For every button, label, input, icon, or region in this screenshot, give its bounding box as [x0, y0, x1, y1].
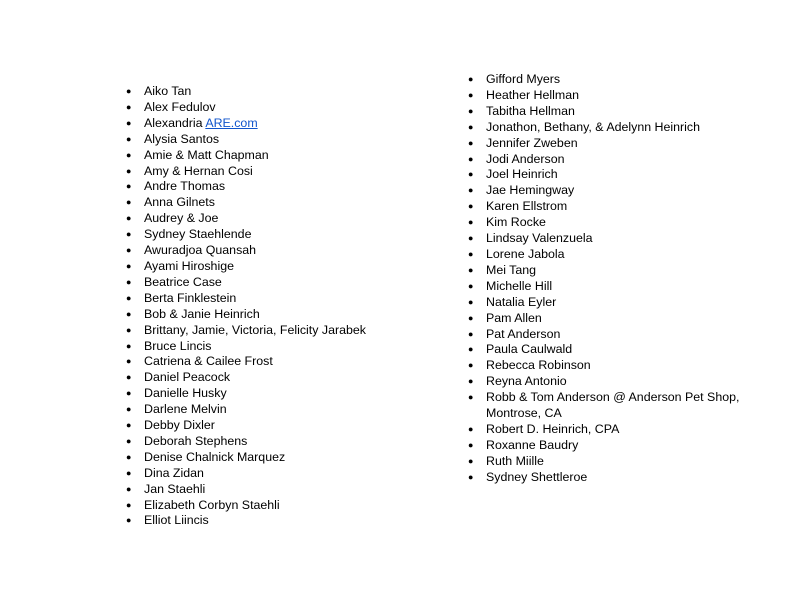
- list-item: [468, 72, 758, 88]
- bullet-icon: ●: [126, 451, 132, 462]
- bullet-icon: ●: [468, 312, 474, 323]
- list-item: [468, 422, 758, 438]
- bullet-icon: ●: [468, 439, 474, 450]
- list-item: [468, 167, 758, 183]
- list-item: [126, 275, 426, 291]
- list-item-text: Sydney Staehlende: [144, 227, 252, 242]
- list-item-text: Rebecca Robinson: [486, 358, 591, 373]
- list-item: [126, 132, 426, 148]
- list-item-text: Roxanne Baudry: [486, 437, 579, 452]
- list-item: [126, 195, 426, 211]
- bullet-icon: ●: [126, 356, 132, 367]
- list-item-text: Elizabeth Corbyn Staehli: [144, 497, 280, 512]
- list-item-text: Lindsay Valenzuela: [486, 231, 593, 246]
- bullet-icon: ●: [468, 344, 474, 355]
- list-item-text: Michelle Hill: [486, 278, 553, 293]
- list-item-text: Joel Heinrich: [486, 167, 558, 182]
- list-item-text: Alysia Santos: [144, 131, 220, 146]
- list-item: [468, 342, 758, 358]
- bullet-icon: ●: [468, 264, 474, 275]
- bullet-icon: ●: [126, 483, 132, 494]
- bullet-icon: ●: [468, 153, 474, 164]
- list-item-text: Tabitha Hellman: [486, 103, 575, 118]
- list-item: [468, 247, 758, 263]
- list-item-text: Gifford Myers: [486, 72, 561, 86]
- bullet-icon: ●: [126, 515, 132, 526]
- list-item-text: Jae Hemingway: [486, 183, 575, 198]
- list-item: [468, 311, 758, 327]
- list-item-text: Robb & Tom Anderson @ Anderson Pet Shop, Montrose, CA: [486, 390, 740, 421]
- hyperlink[interactable]: ARE.com: [205, 115, 258, 130]
- list-item: [468, 390, 758, 422]
- list-item: [126, 450, 426, 466]
- list-item: [468, 358, 758, 374]
- list-item: [468, 104, 758, 120]
- list-item-text: Debby Dixler: [144, 418, 215, 433]
- list-item: [126, 370, 426, 386]
- bullet-icon: ●: [126, 101, 132, 112]
- bullet-icon: ●: [126, 260, 132, 271]
- bullet-icon: ●: [468, 248, 474, 259]
- list-item: [126, 243, 426, 259]
- list-item: [468, 136, 758, 152]
- bullet-icon: ●: [126, 197, 132, 208]
- name-list-right-column: [468, 72, 758, 486]
- bullet-icon: ●: [126, 388, 132, 399]
- bullet-icon: ●: [468, 328, 474, 339]
- bullet-icon: ●: [468, 360, 474, 371]
- bullet-icon: ●: [468, 121, 474, 132]
- list-item-text: Pam Allen: [486, 310, 542, 325]
- bullet-icon: ●: [126, 133, 132, 144]
- list-item: [468, 88, 758, 104]
- list-item-text: Bruce Lincis: [144, 338, 212, 353]
- list-item-text: Kim Rocke: [486, 215, 546, 230]
- bullet-icon: ●: [126, 324, 132, 335]
- list-item: [126, 291, 426, 307]
- list-item-text: Darlene Melvin: [144, 402, 227, 417]
- list-item: [126, 84, 426, 100]
- bullet-icon: ●: [468, 376, 474, 387]
- list-item-text: Bob & Janie Heinrich: [144, 306, 260, 321]
- list-item-text: Deborah Stephens: [144, 433, 248, 448]
- list-item-text: Beatrice Case: [144, 274, 222, 289]
- list-item: [468, 279, 758, 295]
- bullet-icon: ●: [468, 471, 474, 482]
- list-item-text: Jonathon, Bethany, & Adelynn Heinrich: [486, 119, 700, 134]
- list-item: [126, 179, 426, 195]
- list-item-text: Alex Fedulov: [144, 99, 216, 114]
- list-item-text: Jennifer Zweben: [486, 135, 578, 150]
- list-item-text: Catriena & Cailee Frost: [144, 354, 273, 369]
- list-item: [126, 498, 426, 514]
- bullet-icon: ●: [126, 149, 132, 160]
- list-item: [468, 215, 758, 231]
- list-item-text: Natalia Eyler: [486, 294, 557, 309]
- bullet-icon: ●: [126, 213, 132, 224]
- list-item-text: Audrey & Joe: [144, 211, 219, 226]
- bullet-icon: ●: [468, 185, 474, 196]
- list-item-text: Amie & Matt Chapman: [144, 147, 269, 162]
- list-item-text: Heather Hellman: [486, 87, 579, 102]
- list-item-text: Ruth Miille: [486, 453, 544, 468]
- list-item: [126, 164, 426, 180]
- list-item: [126, 513, 426, 529]
- list-item: [468, 374, 758, 390]
- bullet-icon: ●: [126, 245, 132, 256]
- bullet-icon: ●: [126, 467, 132, 478]
- name-list-left-column: [126, 84, 426, 529]
- list-item: [126, 339, 426, 355]
- bullet-icon: ●: [126, 165, 132, 176]
- bullet-icon: ●: [468, 233, 474, 244]
- bullet-icon: ●: [126, 86, 132, 96]
- list-item-text: Reyna Antonio: [486, 374, 567, 389]
- list-item: [468, 438, 758, 454]
- list-item-text: Anna Gilnets: [144, 195, 215, 210]
- list-item: [126, 100, 426, 116]
- bullet-icon: ●: [126, 181, 132, 192]
- list-item-text: Elliot Liincis: [144, 513, 209, 528]
- list-item: [126, 307, 426, 323]
- list-item-text: Pat Anderson: [486, 326, 561, 341]
- list-item-text: Daniel Peacock: [144, 370, 231, 385]
- list-item: [126, 434, 426, 450]
- list-item-text: Danielle Husky: [144, 386, 227, 401]
- list-item: [468, 199, 758, 215]
- list-item: [468, 231, 758, 247]
- list-item: [468, 327, 758, 343]
- bullet-icon: ●: [468, 217, 474, 228]
- list-item: [126, 466, 426, 482]
- bullet-icon: ●: [468, 455, 474, 466]
- bullet-icon: ●: [126, 308, 132, 319]
- list-item-text: Brittany, Jamie, Victoria, Felicity Jarabek: [144, 322, 366, 337]
- bullet-icon: ●: [126, 404, 132, 415]
- list-item-text: Aiko Tan: [144, 84, 192, 98]
- list-item-text: Denise Chalnick Marquez: [144, 449, 286, 464]
- list-item: [468, 454, 758, 470]
- bullet-icon: ●: [126, 499, 132, 510]
- bullet-icon: ●: [126, 276, 132, 287]
- list-item-text: Andre Thomas: [144, 179, 226, 194]
- bullet-icon: ●: [126, 229, 132, 240]
- list-item: [126, 323, 426, 339]
- list-item-text: Paula Caulwald: [486, 342, 573, 357]
- bullet-icon: ●: [126, 340, 132, 351]
- list-item: [126, 386, 426, 402]
- bullet-icon: ●: [126, 372, 132, 383]
- bullet-icon: ●: [468, 137, 474, 148]
- list-item-text: Alexandria: [144, 115, 206, 130]
- list-item-text: Dina Zidan: [144, 465, 204, 480]
- list-item: [468, 470, 758, 486]
- list-item: [468, 120, 758, 136]
- bullet-icon: ●: [126, 292, 132, 303]
- bullet-icon: ●: [468, 169, 474, 180]
- list-item-text: Jan Staehli: [144, 481, 206, 496]
- list-item-text: Amy & Hernan Cosi: [144, 163, 253, 178]
- bullet-icon: ●: [468, 423, 474, 434]
- bullet-icon: ●: [468, 280, 474, 291]
- bullet-icon: ●: [126, 435, 132, 446]
- list-item: [126, 211, 426, 227]
- list-item: [126, 402, 426, 418]
- list-item: [126, 354, 426, 370]
- bullet-icon: ●: [468, 392, 474, 403]
- list-item: [126, 148, 426, 164]
- list-item: [468, 183, 758, 199]
- list-item-text: Berta Finklestein: [144, 290, 237, 305]
- bullet-icon: ●: [468, 105, 474, 116]
- list-item-text: Sydney Shettleroe: [486, 469, 588, 484]
- bullet-icon: ●: [468, 89, 474, 100]
- bullet-icon: ●: [468, 201, 474, 212]
- list-item: [126, 259, 426, 275]
- list-item-text: Jodi Anderson: [486, 151, 565, 166]
- list-item-text: Mei Tang: [486, 262, 537, 277]
- bullet-icon: ●: [126, 420, 132, 431]
- list-item-text: Karen Ellstrom: [486, 199, 568, 214]
- list-item-text: Lorene Jabola: [486, 246, 565, 261]
- list-item: [126, 482, 426, 498]
- list-item-text: Ayami Hiroshige: [144, 258, 234, 273]
- bullet-icon: ●: [468, 296, 474, 307]
- bullet-icon: ●: [126, 117, 132, 128]
- list-item: [126, 418, 426, 434]
- list-item: [468, 263, 758, 279]
- list-item-text: Awuradjoa Quansah: [144, 243, 257, 258]
- bullet-icon: ●: [468, 74, 474, 84]
- list-item-text: Robert D. Heinrich, CPA: [486, 421, 620, 436]
- list-item: [468, 295, 758, 311]
- list-item: [468, 152, 758, 168]
- list-item: [126, 227, 426, 243]
- list-item: [126, 116, 426, 132]
